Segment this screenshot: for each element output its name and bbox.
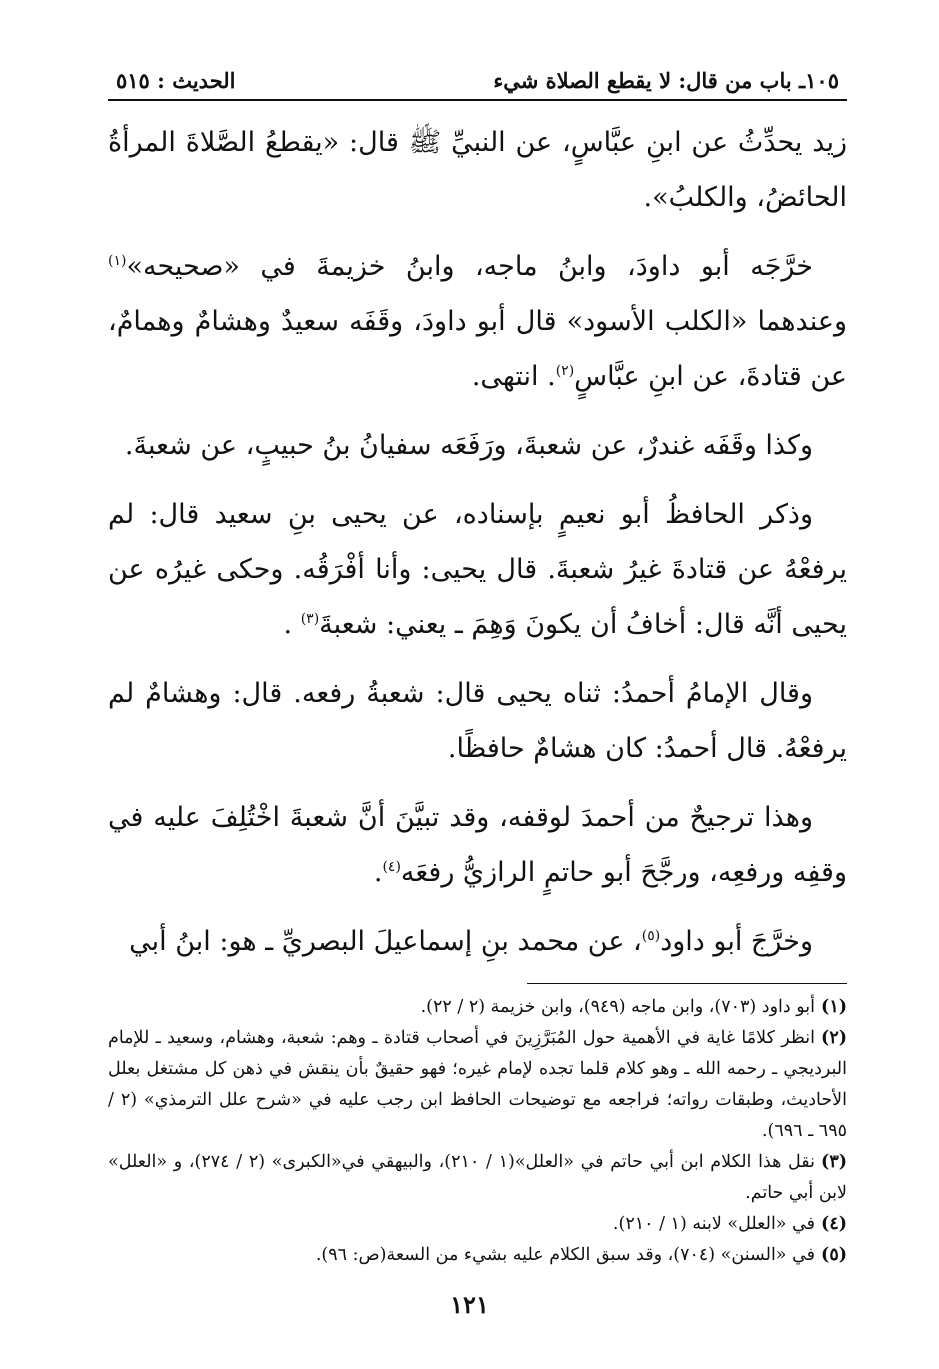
footnote-separator <box>527 983 847 984</box>
paragraph-1 <box>108 115 847 225</box>
paragraph-text: وخرَّجَ أبو داود <box>660 926 813 957</box>
page-number: ١٢١ <box>450 1290 489 1319</box>
footnote-ref[interactable]: (٥) <box>641 928 661 944</box>
footnote-text: انظر كلامًا غاية في الأهمية حول المُبَرَّزِينَ في أصحاب قتادة ـ وهم: شعبة، وهشام، وسعيد ـ للإمام البرديجي ـ رحمه الله ـ وهو كلام قلما تجده لإمام غيره؛ فهو حقيقٌ بأن ينقش في ذهن كل مشتغل بعلل الأحاديث، وطبقات رواته؛ فراجعه مع توضيحات الحافظ ابن رجب عليه في «شرح علل الترمذي» (٢ / ٦٩٥ ـ ٦٩٦). <box>108 1028 847 1141</box>
footnote-number: (٥) <box>821 1245 847 1265</box>
paragraph-4 <box>108 487 847 652</box>
paragraph-text: وهذا ترجيحٌ من أحمدَ لوقفه، وقد تبيَّنَ أنَّ شعبةَ اخْتُلِفَ عليه في وقفِه ورفعِه، ورجَّحَ أبو حاتمٍ الرازيُّ رفعَه <box>108 802 847 888</box>
footnote-number: (٣) <box>821 1152 847 1172</box>
footnote-number: (٢) <box>821 1028 847 1048</box>
paragraph-text: وقال الإمامُ أحمدُ: ثناه يحيى قال: شعبةُ رفعه. قال: وهشامٌ لم يرفعْهُ. قال أحمدُ: كان هشامٌ حافظًا. <box>108 678 847 764</box>
footnote-ref[interactable]: (٤) <box>382 859 401 875</box>
footnote-3 <box>108 1147 847 1209</box>
paragraph-text: . <box>283 609 301 640</box>
running-header <box>108 68 847 101</box>
paragraph-text: زيد يحدِّثُ عن ابنِ عبَّاسٍ، عن النبيِّ ﷺ قال: «يقطعُ الصَّلاةَ المرأةُ الحائضُ، والكلبُ». <box>108 127 848 213</box>
footnote-ref[interactable]: (٢) <box>555 363 575 379</box>
footnote-number: (٤) <box>821 1214 847 1234</box>
main-text <box>108 115 847 969</box>
footnote-4 <box>108 1209 847 1240</box>
footnote-5 <box>108 1240 847 1271</box>
paragraph-text: . <box>373 857 383 888</box>
paragraph-text: . انتهى. <box>471 361 556 392</box>
footnote-1 <box>108 992 847 1023</box>
footnote-ref[interactable]: (٣) <box>300 611 320 627</box>
paragraph-text: وكذا وقَفَه غندرٌ، عن شعبةَ، ورَفَعَه سفيانُ بنُ حبيبٍ، عن شعبةَ. <box>124 430 813 461</box>
paragraph-text: وعندهما «الكلب الأسود» قال أبو داودَ، وقَفَه سعيدٌ وهشامٌ وهمامٌ، عن قتادةَ، عن ابنِ عبَّاسٍ <box>108 306 847 392</box>
footnote-text: في «العلل» لابنه (١ / ٢١٠). <box>612 1214 816 1234</box>
paragraph-6 <box>108 790 847 900</box>
paragraph-text: وذكر الحافظُ أبو نعيمٍ بإسناده، عن يحيى بنِ سعيد قال: لم يرفعْهُ عن قتادةَ غيرُ شعبةَ. قال يحيى: وأنا أفْرَقُه. وحكى غيرُه عن يحيى أنَّه قال: أخافُ أن يكونَ وَهِمَ ـ يعني: شعبةَ <box>108 499 847 640</box>
footnote-text: في «السنن» (٧٠٤)، وقد سبق الكلام عليه بشيء من السعة(ص: ٩٦). <box>315 1245 816 1265</box>
hadith-number: الحديث : ٥١٥ <box>116 68 236 93</box>
footnote-ref[interactable]: (١) <box>108 253 127 269</box>
paragraph-text: خرَّجَه أبو داودَ، وابنُ ماجه، وابنُ خزيمةَ في «صحيحه» <box>126 251 813 282</box>
paragraph-3 <box>108 418 847 473</box>
footnotes <box>108 992 847 1271</box>
footnote-2 <box>108 1023 847 1147</box>
paragraph-text: ، عن محمد بنِ إسماعيلَ البصريِّ ـ هو: ابنُ أبي <box>129 926 642 957</box>
footnote-text: أبو داود (٧٠٣)، وابن ماجه (٩٤٩)، وابن خزيمة (٢ / ٢٢). <box>420 997 816 1017</box>
paragraph-2 <box>108 239 847 404</box>
chapter-title: ١٠٥ـ باب من قال: لا يقطع الصلاة شيء <box>493 68 839 93</box>
paragraph-5 <box>108 666 847 776</box>
footnote-number: (١) <box>821 997 847 1017</box>
paragraph-7 <box>108 914 847 969</box>
footnote-text: نقل هذا الكلام ابن أبي حاتم في «العلل»(١ / ٢١٠)، والبيهقي في«الكبرى» (٢ / ٢٧٤)، و «العلل» لابن أبي حاتم. <box>108 1152 847 1203</box>
